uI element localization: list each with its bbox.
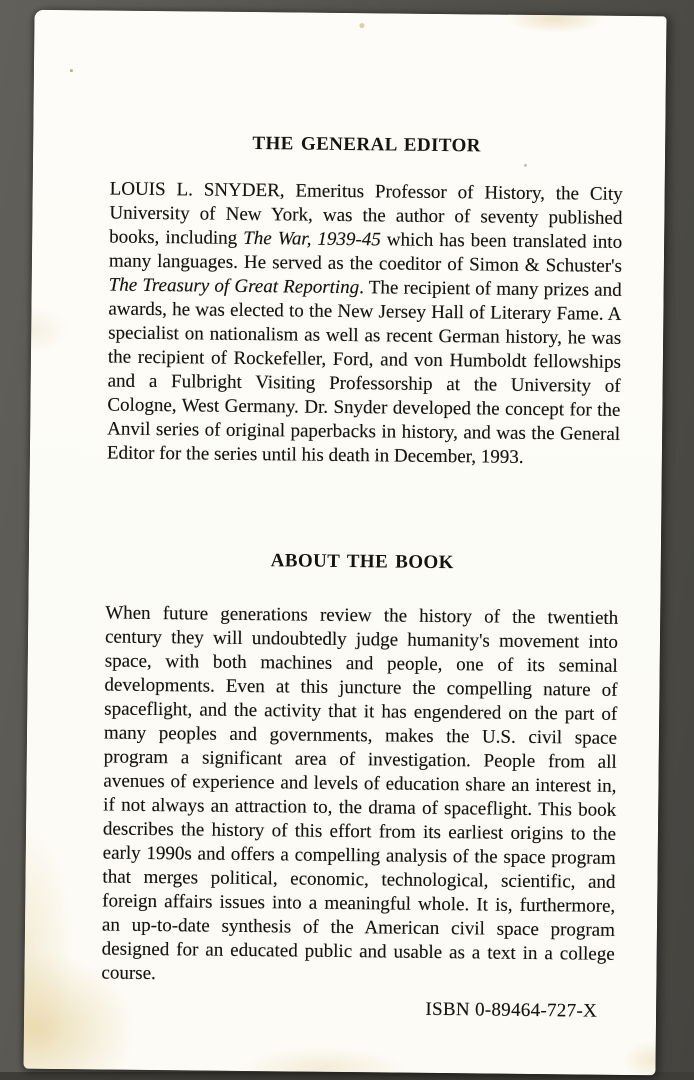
about-the-book-paragraph: When future generations review the history of the twentieth century they will undoubtedly judge humanity's movement into space, with both machines and people, one of its seminal developments. Even at this juncture the compelling nature of spaceflight, and the activity that it has engendered on the part of many peoples and governments, makes the U.S. civil space program a significant area of investigation. People from all avenues of experience and levels of education share an interest in, if not always an attraction to, the drama of spaceflight. This book describes the history of this effort from its earliest origins to the early 1990s and offers a compelling analysis of the space program that merges political, economic, technological, scientific, and foreign affairs issues into a meaningful whole. It is, furthermore, an up-to-date synthesis of the American civil space program designed for an educated public and usable as a text in a college course. (101, 602, 619, 985)
book-title-treasury-italic: The Treasury of Great Reporting (108, 274, 360, 299)
bio-text-intro: LOUIS L. SNYDER, Emeritus Professor of History, the City University of New York, was the author of seventy published books, including (109, 178, 623, 249)
bio-text-rest: . The recipient of many prizes and awards, he was elected to the New Jersey Hall of Literary Fame. A specialist on nationalism as well as recent German history, he was the recipient of Rockefeller, Ford, and von Humboldt fellowships and a Fulbright Visiting Professorship at the University of Cologne, West Germany. Dr. Snyder developed the concept for the Anvil series of original paperbacks in history, and was the General Editor for the series until his death in December, 1993. (106, 277, 622, 468)
general-editor-bio-paragraph (107, 178, 623, 471)
isbn-number: ISBN 0-89464-727-X (425, 998, 598, 1022)
book-title-the-war-italic: The War, 1939-45 (243, 227, 381, 251)
paper-stain-specks (70, 69, 73, 72)
general-editor-heading: THE GENERAL EDITOR (252, 133, 481, 157)
book-page (23, 10, 666, 1076)
bio-text-mid: which has been translated into many languages. He served as the coeditor of Simon & Schuster's (108, 229, 623, 277)
about-the-book-heading: ABOUT THE BOOK (270, 550, 454, 574)
